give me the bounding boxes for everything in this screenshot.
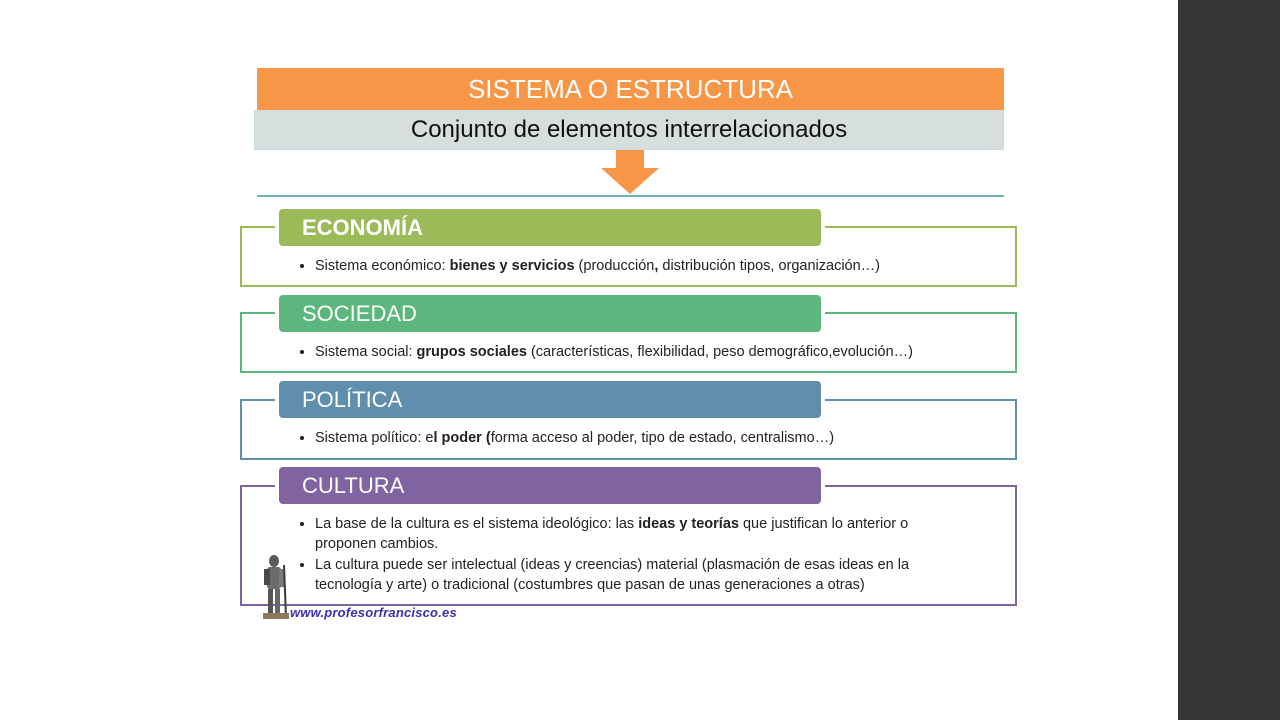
- economia-heading: ECONOMÍA: [279, 209, 821, 246]
- bullet-text: distribución tipos, organización…): [658, 258, 880, 274]
- economia-bullet: [315, 256, 951, 276]
- bullet-text: La base de la cultura es el sistema ideológico: las: [315, 516, 639, 532]
- bullet-text: (producción: [574, 258, 655, 274]
- politica-content: [301, 428, 951, 448]
- bullet-text: Sistema político: e: [315, 430, 434, 446]
- politica-heading: POLÍTICA: [279, 381, 821, 418]
- cultura-bullet-2: • La cultura puede ser intelectual (ideas y creencias) material (plasmación de esas ideas en la tecnología y arte) o tradicional (costumbres que pasan de unas generaciones a otras): [315, 555, 951, 595]
- cultura-heading: CULTURA: [279, 467, 821, 504]
- sociedad-bullet: [315, 342, 951, 362]
- sociedad-heading: SOCIEDAD: [279, 295, 821, 332]
- bullet-bold-text: ideas y teorías: [638, 516, 739, 532]
- bullet-bold-text: ,: [654, 258, 659, 274]
- sociedad-content: [301, 342, 951, 362]
- knight-figure-icon: [261, 555, 291, 621]
- economia-content: [301, 256, 951, 276]
- bullet-bold-text: grupos sociales: [416, 344, 527, 360]
- diagram-title: SISTEMA O ESTRUCTURA: [257, 68, 1004, 110]
- watermark-text: www.profesorfrancisco.es: [290, 605, 457, 620]
- bullet-text: que justifican lo anterior o proponen cambios.: [315, 516, 909, 552]
- down-arrow-icon: [601, 150, 659, 194]
- bullet-bold-text: l poder (: [433, 430, 491, 446]
- bullet-bold-text: bienes y servicios: [449, 258, 575, 274]
- divider-line: [257, 195, 1004, 197]
- politica-bullet: [315, 428, 951, 448]
- diagram-subtitle: Conjunto de elementos interrelacionados: [254, 110, 1004, 150]
- side-strip: [1178, 0, 1280, 720]
- bullet-text: forma acceso al poder, tipo de estado, centralismo…): [490, 430, 835, 446]
- bullet-text: Sistema económico:: [315, 258, 450, 274]
- bullet-text: (características, flexibilidad, peso demográfico,evolución…): [526, 344, 913, 360]
- cultura-bullet-1: [315, 514, 951, 554]
- cultura-content: [301, 514, 951, 596]
- bullet-text: Sistema social:: [315, 344, 417, 360]
